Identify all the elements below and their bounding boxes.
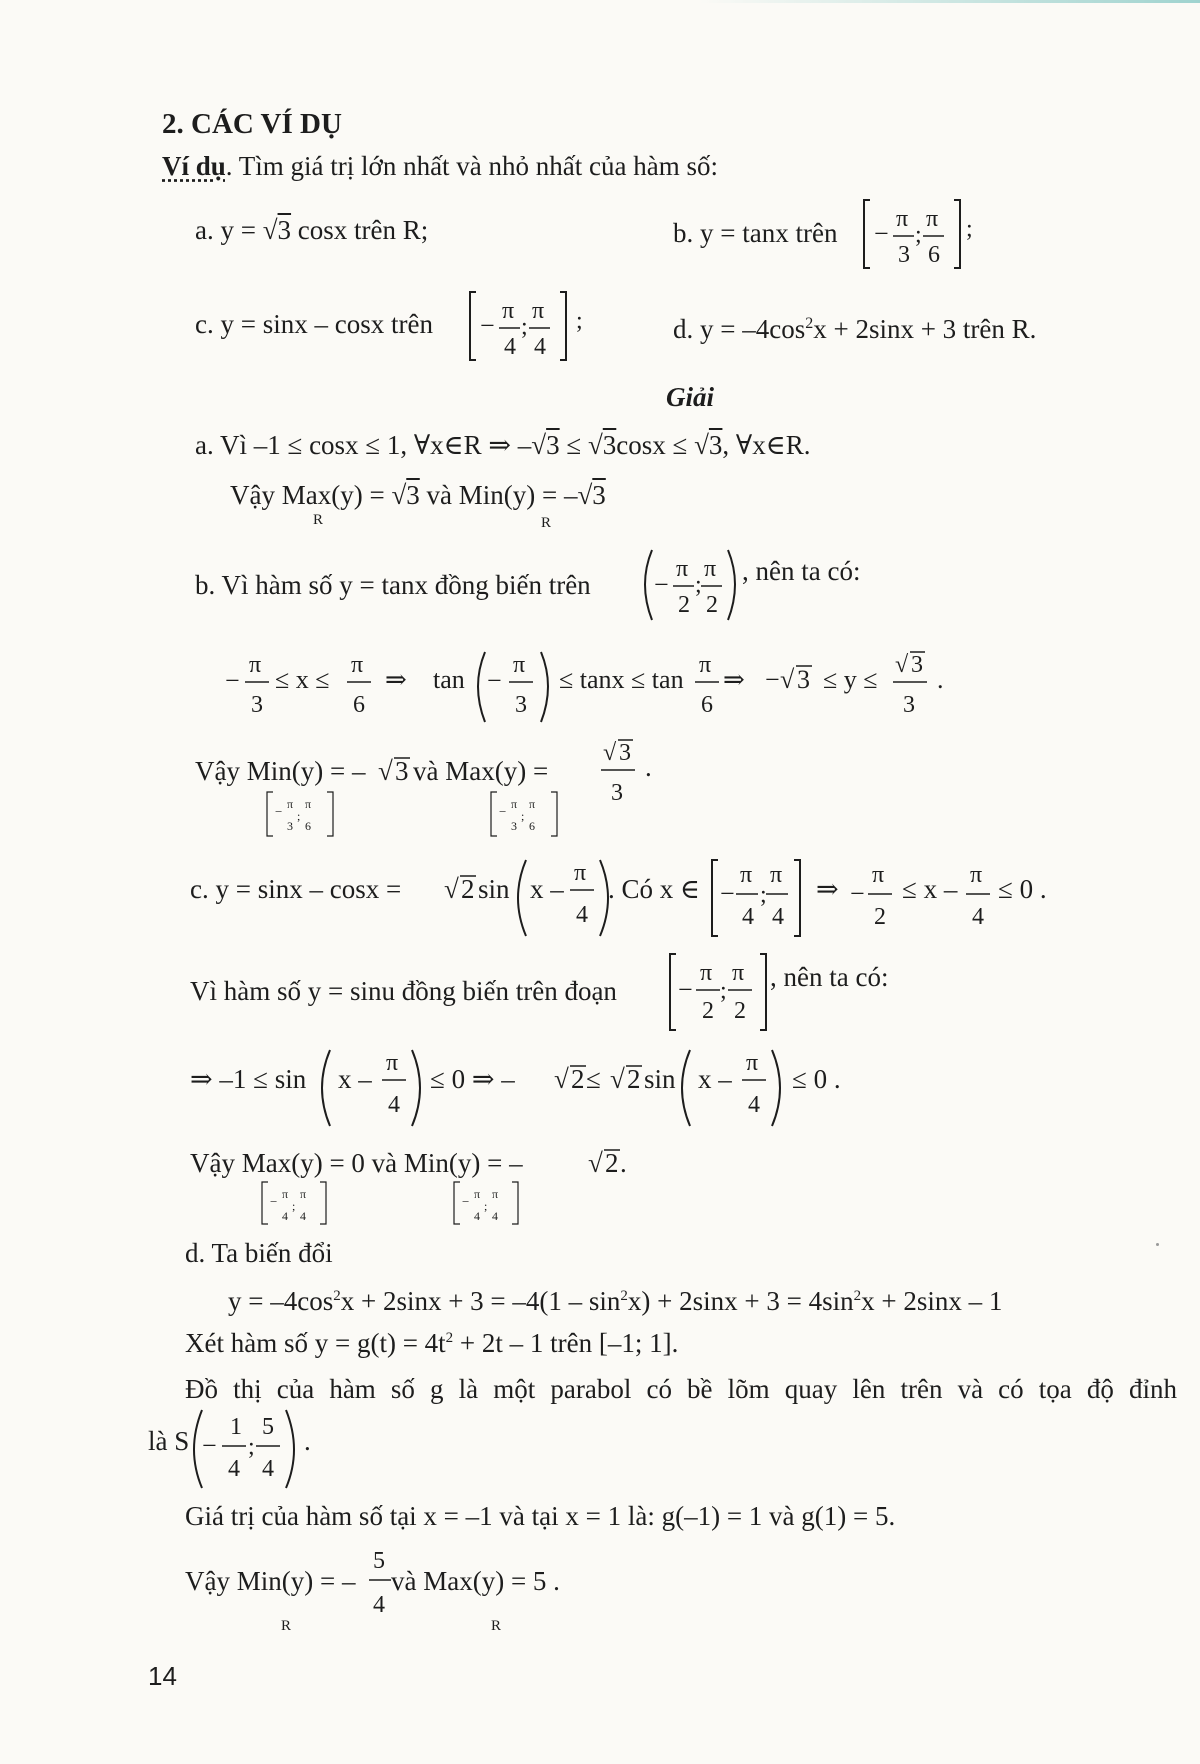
minus-sign: − <box>202 1431 217 1460</box>
implies-icon: ⇒ <box>816 874 839 904</box>
scan-speck <box>1156 1243 1159 1246</box>
conclusion-text: và Max(y) = 5 . <box>391 1566 560 1596</box>
solution-c-conclusion <box>190 1140 650 1240</box>
top-decorative-rule <box>700 0 1200 3</box>
part-a <box>195 217 428 244</box>
radicand: 2 <box>461 874 475 904</box>
sin-text: sin <box>644 1064 676 1094</box>
xet-text: Xét hàm số y = g(t) = 4t <box>185 1328 446 1358</box>
y-ineq-text: ≤ y ≤ <box>823 665 878 694</box>
separator: ; <box>521 809 525 823</box>
xet-text: + 2t – 1 trên [–1; 1]. <box>453 1328 679 1358</box>
denominator: 4 <box>228 1456 240 1482</box>
sqrt-sign-icon: √ <box>587 430 603 460</box>
pi-numerator: π <box>492 1187 499 1201</box>
l3-text: ⇒ –1 ≤ sin <box>190 1064 307 1094</box>
sqrt-sign-icon: √ <box>694 430 709 460</box>
exponent: 2 <box>333 1288 341 1304</box>
numerator: 1 <box>230 1414 242 1440</box>
implies-icon: ⇒ <box>385 665 407 694</box>
radicand: 2 <box>605 1148 619 1178</box>
sqrt-sign-icon: √ <box>603 740 617 766</box>
conclusion-text: Vậy Min(y) = – <box>185 1566 356 1596</box>
solution-d-xet <box>185 1330 678 1357</box>
section-title: 2. CÁC VÍ DỤ <box>162 108 342 140</box>
radicand: 3 <box>592 480 606 510</box>
separator: ; <box>915 222 922 248</box>
pi-numerator: π <box>704 556 717 582</box>
solution-d-values: Giá trị của hàm số tại x = –1 và tại x = 1 là: g(–1) = 1 và g(1) = 5. <box>185 1501 896 1531</box>
pi-numerator: π <box>502 298 515 324</box>
denominator: 4 <box>474 1209 480 1223</box>
min-subscript: R <box>281 1618 292 1634</box>
end-semicolon: ; <box>966 216 973 242</box>
denominator: 2 <box>706 592 718 618</box>
sqrt-sign-icon: √ <box>610 1064 625 1094</box>
eq-text: y = –4cos <box>228 1286 334 1316</box>
solution-d-intro: d. Ta biến đổi <box>185 1238 333 1268</box>
radicand: 3 <box>708 430 723 460</box>
sqrt-sign-icon: √ <box>895 652 909 678</box>
period: . <box>645 752 652 782</box>
separator: ; <box>720 978 727 1004</box>
minus-sign: − <box>487 666 502 695</box>
part-c-interval <box>466 290 583 365</box>
radicand: 3 <box>911 652 923 678</box>
minus-sign: − <box>462 1194 470 1209</box>
period: . <box>937 665 944 694</box>
sqrt-sign-icon: √ <box>444 874 459 904</box>
pi-numerator: π <box>700 960 713 986</box>
separator: ; <box>760 882 767 908</box>
implies-icon: ⇒ <box>723 665 745 694</box>
part-d <box>673 316 1036 343</box>
denominator: 6 <box>353 692 365 718</box>
min-subscript: R <box>541 515 552 531</box>
max-subscript: R <box>313 512 324 528</box>
radicand: 3 <box>406 480 420 510</box>
denominator: 4 <box>373 1592 385 1618</box>
eq-text: x + 2sinx – 1 <box>861 1286 1003 1316</box>
denominator: 3 <box>903 692 915 718</box>
max-subscript: R <box>491 1618 502 1634</box>
denominator: 4 <box>388 1092 400 1118</box>
denominator: 4 <box>576 902 588 928</box>
denominator: 2 <box>702 998 714 1024</box>
denominator: 6 <box>701 692 713 718</box>
solution-d-equation <box>228 1288 1002 1315</box>
denominator: 4 <box>300 1209 306 1223</box>
ineq-text: ≤ x ≤ <box>275 665 330 694</box>
denominator: 2 <box>734 998 746 1024</box>
conclusion-text: và Min(y) = – <box>419 480 578 510</box>
minus-sign: − <box>275 804 283 819</box>
pi-numerator: π <box>386 1050 399 1076</box>
separator: ; <box>695 572 702 598</box>
le0-text: ≤ 0 . <box>998 874 1047 904</box>
pi-numerator: π <box>513 652 526 678</box>
pi-numerator: π <box>287 797 294 811</box>
minus-sign: − <box>850 879 865 908</box>
sol-a-text: ≤ <box>559 430 588 460</box>
denominator: 4 <box>504 334 516 360</box>
eq-text: x + 2sinx + 3 = –4(1 – sin <box>340 1286 621 1316</box>
solution-b-inequality <box>225 648 965 730</box>
open-interval-pi2 <box>638 548 861 624</box>
part-b-prefix: b. y = tanx trên <box>673 218 838 248</box>
minus-sign: − <box>499 804 507 819</box>
solution-c-equation <box>190 856 1070 942</box>
separator: ; <box>297 809 301 823</box>
denominator: 2 <box>678 592 690 618</box>
intro-post: , nên ta có: <box>742 556 861 586</box>
pi-numerator: π <box>926 206 939 232</box>
separator: ; <box>292 1199 296 1213</box>
radicand: 2 <box>627 1064 641 1094</box>
intro-post: , nên ta có: <box>770 962 889 992</box>
minus-sign: − <box>270 1194 278 1209</box>
pi-numerator: π <box>305 797 312 811</box>
l3-text: ≤ 0 . <box>792 1064 841 1094</box>
l3-text: ≤ <box>586 1064 601 1094</box>
denominator: 4 <box>742 904 754 930</box>
pi-numerator: π <box>676 556 689 582</box>
denominator: 3 <box>511 819 517 833</box>
min-interval-subscript <box>267 792 333 836</box>
pi-numerator: π <box>970 862 983 888</box>
x-minus-text: x – <box>698 1064 732 1094</box>
denominator: 3 <box>287 819 293 833</box>
part-d-suffix: x + 2sinx + 3 trên R. <box>813 314 1037 344</box>
denominator: 3 <box>251 692 263 718</box>
pi-numerator: π <box>282 1187 289 1201</box>
pi-numerator: π <box>740 862 753 888</box>
part-d-prefix: d. y = –4cos <box>673 314 806 344</box>
max-interval-subscript <box>262 1182 326 1224</box>
pi-numerator: π <box>699 652 712 678</box>
sol-a-text: , ∀x∈R. <box>722 430 811 460</box>
sqrt-sign-icon: √ <box>554 1064 569 1094</box>
end-semicolon: ; <box>576 308 583 334</box>
denominator: 3 <box>898 242 910 268</box>
solution-a-conclusion <box>230 482 606 509</box>
x-minus-text: x – <box>338 1064 372 1094</box>
part-a-radicand: 3 <box>277 215 292 245</box>
solution-b-conclusion <box>195 732 675 847</box>
closed-interval-pi2 <box>666 952 916 1034</box>
denominator: 6 <box>928 242 940 268</box>
denominator: 4 <box>534 334 546 360</box>
vertex-text: là S <box>148 1426 190 1456</box>
pi-numerator: π <box>732 960 745 986</box>
min-interval-subscript <box>454 1182 518 1224</box>
numerator: 5 <box>373 1548 385 1574</box>
radicand: 3 <box>619 740 631 766</box>
conclusion-text: Vậy Min(y) = – <box>195 756 366 786</box>
radicand: 2 <box>571 1064 585 1094</box>
pi-numerator: π <box>770 862 783 888</box>
pi-numerator: π <box>249 652 262 678</box>
pi-numerator: π <box>574 860 587 886</box>
sol-a-text: cosx ≤ <box>616 430 695 460</box>
page-number: 14 <box>148 1661 177 1691</box>
eq-text: c. y = sinx – cosx = <box>190 874 402 904</box>
sqrt-sign-icon: √ <box>391 480 407 510</box>
solution-c-line3 <box>190 1046 850 1132</box>
problem-label: Ví dụ <box>162 151 226 181</box>
sqrt-sign-icon: √ <box>577 480 593 510</box>
part-b-interval <box>860 198 973 273</box>
tan-text: tan <box>433 665 465 694</box>
separator: ; <box>248 1434 255 1460</box>
exponent: 2 <box>853 1288 862 1304</box>
co-x-text: . Có x ∈ <box>608 874 700 904</box>
conclusion-text: và Max(y) = <box>413 756 549 786</box>
exponent: 2 <box>445 1330 454 1346</box>
part-a-suffix: cosx trên R; <box>297 215 429 245</box>
pi-numerator: π <box>896 206 909 232</box>
solution-heading: Giải <box>666 382 715 412</box>
denominator: 4 <box>262 1456 274 1482</box>
sqrt-sign-icon: √ <box>378 756 393 786</box>
sqrt-sign-icon: √ <box>262 215 278 245</box>
pi-numerator: π <box>351 652 364 678</box>
part-a-prefix: a. y = <box>195 215 263 245</box>
denominator: 4 <box>972 904 984 930</box>
eq-text: x) + 2sinx + 3 = 4sin <box>627 1286 854 1316</box>
radicand: 3 <box>602 430 617 460</box>
conclusion-end: . <box>620 1148 627 1178</box>
pi-numerator: π <box>529 797 536 811</box>
radicand: 3 <box>546 430 560 460</box>
pi-numerator: π <box>474 1187 481 1201</box>
max-interval-subscript <box>491 792 557 836</box>
denominator: 4 <box>282 1209 288 1223</box>
radicand: 3 <box>395 756 409 786</box>
minus-sign: − <box>874 219 889 248</box>
conclusion-text: Vậy Max(y) = 0 và Min(y) = – <box>190 1148 523 1178</box>
vertex-line <box>148 1406 348 1492</box>
separator: ; <box>484 1199 488 1213</box>
denominator: 2 <box>874 904 886 930</box>
solution-c-intro: Vì hàm số y = sinu đồng biến trên đoạn <box>190 976 617 1006</box>
sqrt-sign-icon: √ <box>588 1148 603 1178</box>
sol-a-text: a. Vì –1 ≤ cosx ≤ 1, ∀x∈R ⇒ – <box>195 430 532 460</box>
range-text: ≤ x – <box>902 874 958 904</box>
solution-d-graph-desc: Đồ thị của hàm số g là một parabol có bề lõm quay lên trên và có tọa độ đỉnh <box>185 1374 1177 1404</box>
minus-sign: − <box>225 666 240 695</box>
separator: ; <box>521 314 528 340</box>
conclusion-text: Vậy Max(y) = <box>230 480 392 510</box>
pi-numerator: π <box>300 1187 307 1201</box>
part-c-prefix: c. y = sinx – cosx trên <box>195 309 433 339</box>
exponent: 2 <box>620 1288 628 1304</box>
tanx-text: ≤ tanx ≤ tan <box>559 665 684 694</box>
pi-numerator: π <box>872 862 885 888</box>
pi-numerator: π <box>511 797 518 811</box>
denominator: 4 <box>492 1209 498 1223</box>
denominator: 6 <box>529 819 535 833</box>
l3-text: ≤ 0 ⇒ – <box>430 1064 515 1094</box>
minus-sign: − <box>720 879 735 908</box>
pi-numerator: π <box>532 298 545 324</box>
period: . <box>304 1426 311 1456</box>
denominator: 4 <box>748 1092 760 1118</box>
denominator: 4 <box>772 904 784 930</box>
problem-statement <box>162 153 718 180</box>
sqrt-sign-icon: √ <box>531 430 547 460</box>
numerator: 5 <box>262 1414 274 1440</box>
minus-sign: − <box>480 311 495 340</box>
pi-numerator: π <box>746 1050 759 1076</box>
x-minus-text: x – <box>530 874 564 904</box>
sqrt-sign-icon: √ <box>780 665 795 694</box>
solution-b-intro: b. Vì hàm số y = tanx đồng biến trên <box>195 570 591 600</box>
problem-text: . Tìm giá trị lớn nhất và nhỏ nhất của hàm số: <box>225 151 718 181</box>
solution-d-conclusion <box>185 1542 625 1638</box>
sin-text: sin <box>478 874 510 904</box>
denominator: 3 <box>515 692 527 718</box>
denominator: 6 <box>305 819 311 833</box>
radicand: 3 <box>797 665 810 694</box>
solution-a-line1 <box>195 432 810 459</box>
minus-sign: − <box>678 975 693 1004</box>
minus-sign: − <box>654 570 669 599</box>
part-d-exponent: 2 <box>805 315 814 332</box>
minus-sign: − <box>765 665 780 694</box>
denominator: 3 <box>611 780 623 806</box>
